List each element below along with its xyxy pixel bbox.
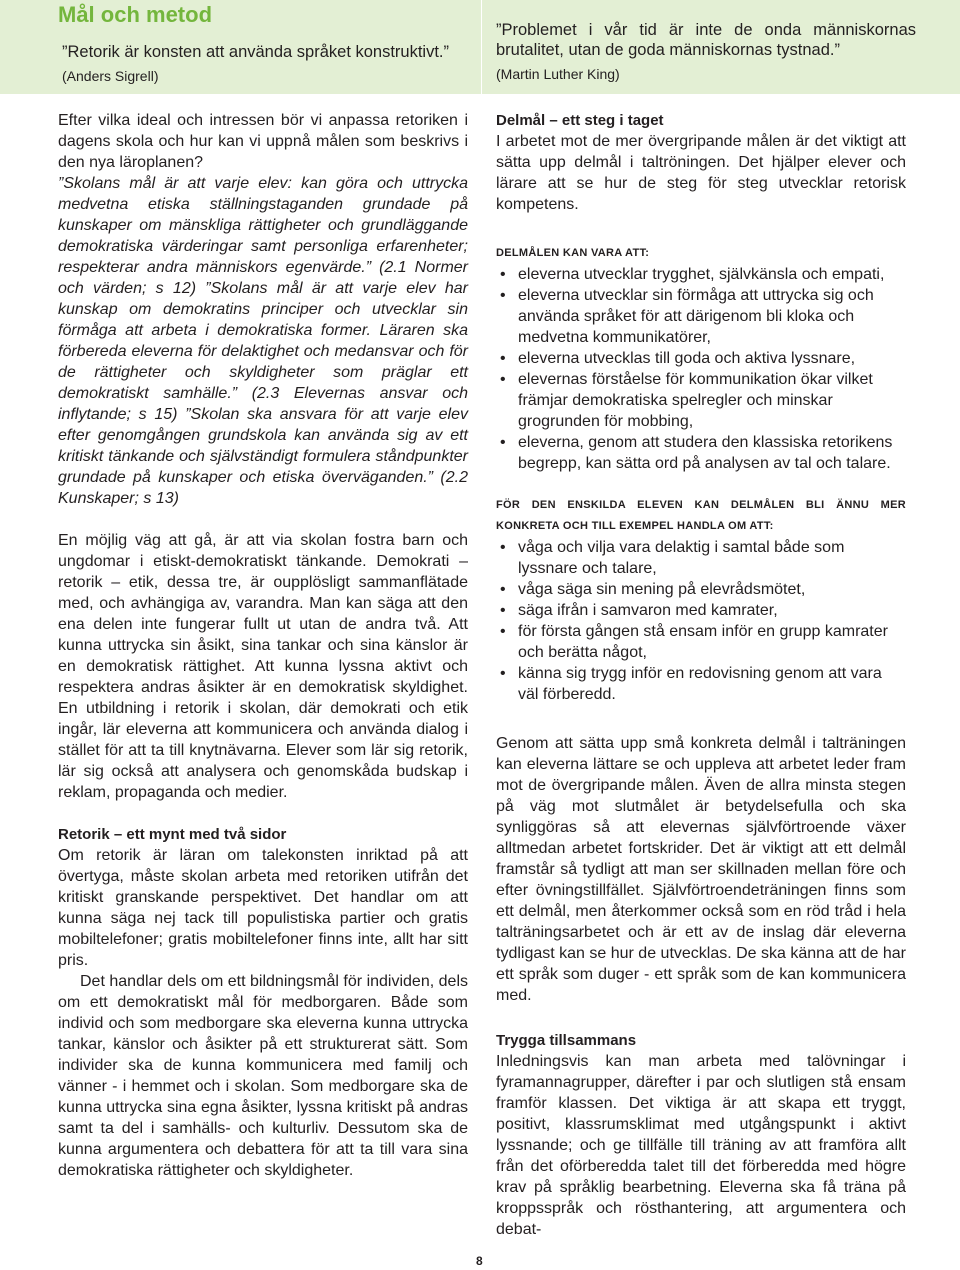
list-item: • våga säga sin mening på elevrådsmötet, [496,579,906,600]
list-item: • eleverna utvecklas till goda och aktiva lyssnare, [496,348,906,369]
intro-text: Efter vilka ideal och intressen bör vi anpassa retoriken i dagens skola och hur kan vi uppnå målen som beskrivs i den nya läroplanen? [58,112,468,171]
left-quote-text: ”Retorik är konsten att använda språket konstruktivt.” [62,43,450,61]
page-number: 8 [476,1254,483,1268]
individual-goal-list [496,537,906,705]
left-quote [62,42,472,86]
curriculum-quotes [58,173,468,509]
list-item: • elevernas förståelse för kommunikation ökar vilket främjar demokratiska spelregler och minskar grogrunden för mobbing, [496,369,906,432]
list-item: • känna sig trygg inför en redovisning genom att vara väl förberedd. [496,663,906,705]
curriculum-ref-1: (2.1 Normer och värden; s 12) [58,259,468,297]
right-quote [496,20,916,84]
page-title: Mål och metod [58,2,213,27]
safe-heading: Trygga tillsammans [496,1032,637,1049]
subgoal-paragraph: I arbetet mot de mer övergripande målen är det viktigt att sätta upp delmål i taltröningen. Det hjälper elever och lärare att se hur de steg för steg utvecklar retorisk kompetens. [496,133,906,213]
curriculum-quote-2: ”Skolans mål är att varje elev har kunskap om demokratins principer och utvecklar sin förmåga att arbeta i demokratiska former. [58,280,468,339]
curriculum-ref-2: (2.3 Elevernas ansvar och inflytande; s 15) [58,385,468,423]
list-item: • eleverna utvecklar trygghet, självkänsla och empati, [496,264,906,285]
list2-heading: FÖR DEN ENSKILDA ELEVEN KAN DELMÅLEN BLI ÄNNU MER KONKRETA OCH TILL EXEMPEL HANDLA OM ATT: [496,499,906,532]
list-item: • våga och vilja vara delaktig i samtal både som lyssnare och talare, [496,537,906,579]
right-quote-source: (Martin Luther King) [496,66,620,82]
teacher-quote: Läraren ska förbereda eleverna för delaktighet och medansvar och för de rättigheter och skyldigheter som präglar ett demokratiskt samhälle.” [58,322,469,402]
coin-paragraph: Om retorik är läran om talekonsten inriktad på att övertyga, måste skolan arbeta med retoriken utifrån det kritiskt granskande perspektivet. Det handlar om att kunna säga nej tack till populistiska partier och gratis mobiltelefoner; gratis mobiltelefoner finns inte, allt har sitt pris. [58,847,468,969]
list1-heading: DELMÅLEN KAN VARA ATT: [496,247,650,259]
intro-paragraph [58,110,468,173]
list-item: • eleverna utvecklar sin förmåga att uttrycka sig och använda språket för att därigenom bli kloka och medvetna kommunikatörer, [496,285,906,348]
democracy-paragraph: En möjlig väg att gå, är att via skolan fostra barn och ungdomar i etiskt-demokratiskt tänkande. Demokrati – retorik – etik, dessa tre, är oupplösligt sammanflätade med, och avhängiga av, varandra. Man kan säga att den ena delen inte fungerar fullt ut utan de andra två. Att kunna uttrycka sin åsikt, sina tankar och sina känslor är en demokratisk rättighet. Att kunna lyssna aktivt och respektera andras åsikter är en demokratisk skyldighet. En utbildning i retorik i skolan, där demokrati och etik ingår, lär eleverna att kommunicera och använda dialog i stället för att ta till knytnävarna. Elever som lär sig retorik, lär sig också att analysera och genomskåda budskap i reklam, propaganda och medier. [58,532,468,801]
curriculum-ref-3: (2.2 Kunskaper; s 13) [58,469,468,507]
right-quote-text: ”Problemet i vår tid är inte de onda människornas brutalitet, utan de goda människornas tystnad.” [496,21,916,59]
left-column [58,110,468,1181]
list-item: • för första gången stå ensam inför en grupp kamrater och berätta något, [496,621,906,663]
list-item: • säga ifrån i samvaron med kamrater, [496,600,906,621]
concrete-paragraph: Genom att sätta upp små konkreta delmål i talträningen kan eleverna lättare se och uppleva att arbetet leder fram mot de övergripande målen. Även de allra minsta stegen på väg mot slutmålet är betydelsefulla och ska synliggöras så att elevernas självförtroende växer alltmedan arbetet fortskrider. Det är viktigt att ett delmål framstår så tydligt att man ser skillnaden mellan före och efter övningstillfället. Självförtroendeträningen finns som ett delmål, men återkommer också som en röd tråd i hela talträningsarbetet och är ett av de inslag där eleverna tydligast kan se hur de utvecklas. De ska känna att de har ett språk som duger - ett språk som de kan kommunicera med. [496,735,907,1004]
right-column [496,110,906,1240]
curriculum-quote-3: ”Skolan ska ansvara för att varje elev efter genomgången grundskola kan använda sig av ett kritiskt tänkande och självständigt formulera ståndpunkter grundade på kunskaper och etiska överväganden.” [58,406,469,486]
list-item: • eleverna, genom att studera den klassiska retorikens begrepp, kan sätta ord på analysen av tal och talare. [496,432,906,474]
curriculum-quote-1: ”Skolans mål är att varje elev: kan göra och uttrycka medvetna etiska ställningstaganden grundade på kunskaper om mänskliga rättigheter och grundläggande demokratiska värderingar samt personliga erfarenheter; respekterar andra människors egenvärde.” [58,175,468,276]
coin-heading: Retorik – ett mynt med två sidor [58,826,287,843]
subgoal-list [496,264,906,474]
subgoal-heading: Delmål – ett steg i taget [496,112,664,129]
left-quote-source: (Anders Sigrell) [62,68,159,84]
education-paragraph: Det handlar dels om ett bildningsmål för individen, dels om ett demokratiskt mål för medborgaren. Både som individ och som medborgare ska eleverna kunna uttrycka tankar, känslor och åsikter på ett strukturerat sätt. Som individer ska de kunna kommunicera med familj och vänner - i hemmet och i skolan. Som medborgare ska de kunna uttrycka sina egna åsikter, lyssna kritiskt på andras samt ta del i samhälls- och kulturliv. Dessutom ska de kunna argumentera och debattera för att ta till vara sina demokratiska rättigheter och skyldigheter. [58,973,468,1179]
safe-paragraph: Inledningsvis kan man arbeta med talövningar i fyramannagrupper, därefter i par och slutligen stå ensam framför klassen. Det viktiga är att skapa ett tryggt, positivt, klassrumsklimat med utgångspunkt i aktivt lyssnande; och ge tillfälle till träning av att framföra allt från det oförberedda talet till det förberedda med högre krav på språklig bearbetning. Eleverna ska få träna på kroppsspråk och rösthantering, att argumentera och debat- [496,1053,906,1238]
